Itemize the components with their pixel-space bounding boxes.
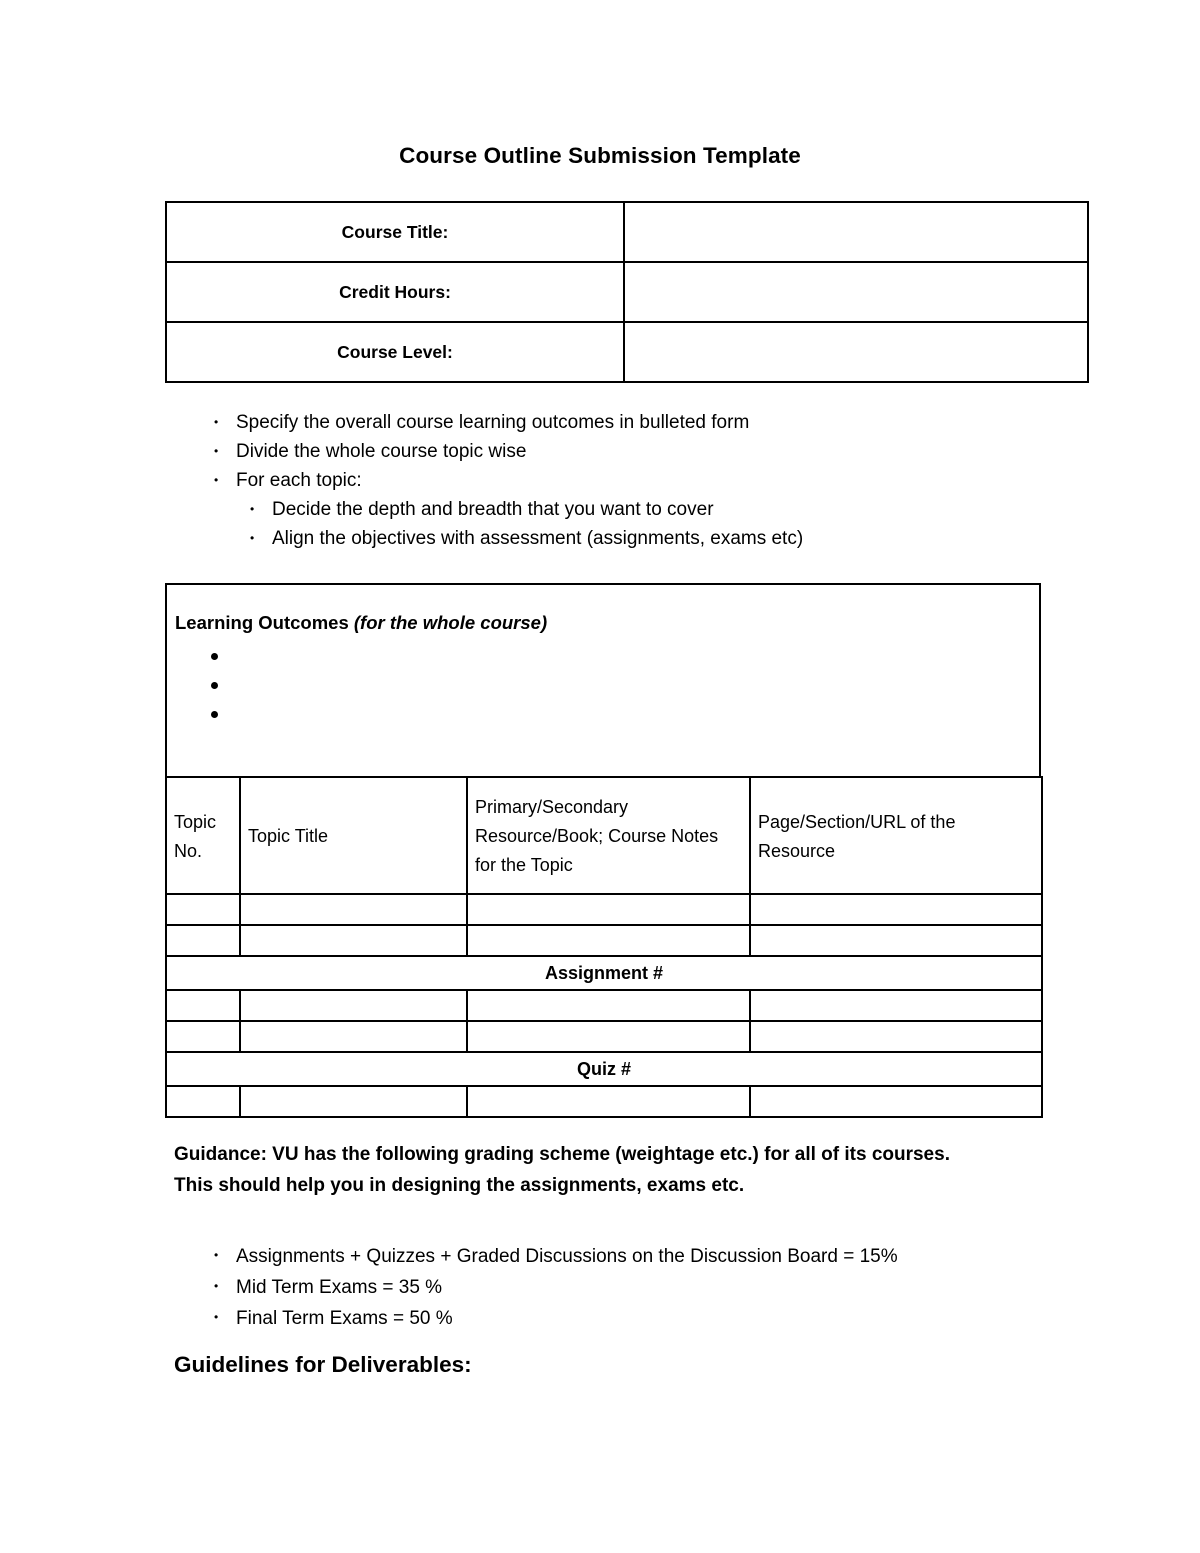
bullet-icon: • xyxy=(250,531,255,545)
bullet-icon: • xyxy=(214,415,219,429)
cell-page[interactable] xyxy=(750,894,1042,925)
cell-topic-title[interactable] xyxy=(240,1086,467,1117)
table-row xyxy=(166,262,1088,322)
table-row xyxy=(166,322,1088,382)
learning-outcomes-heading xyxy=(175,611,1039,635)
course-level-value[interactable] xyxy=(624,322,1088,382)
list-item-label: Final Term Exams = 50 % xyxy=(236,1308,453,1329)
list-item-label: For each topic: xyxy=(236,470,362,491)
guidance-line-1: Guidance: VU has the following grading scheme (weightage etc.) for all of its courses. xyxy=(174,1144,950,1165)
guidance-line-2: This should help you in designing the assignments, exams etc. xyxy=(174,1175,745,1196)
list-item xyxy=(200,466,1060,495)
bullet-icon: • xyxy=(214,1279,219,1293)
list-item-label: Align the objectives with assessment (assignments, exams etc) xyxy=(272,528,804,549)
cell-resource[interactable] xyxy=(467,1021,750,1052)
course-level-label: Course Level: xyxy=(166,322,624,382)
list-item xyxy=(200,524,1060,553)
cell-resource[interactable] xyxy=(467,894,750,925)
course-title-value[interactable] xyxy=(624,202,1088,262)
grading-scheme-list xyxy=(200,1241,1060,1334)
bullet-icon: • xyxy=(214,444,219,458)
cell-topic-title[interactable] xyxy=(240,925,467,956)
list-item xyxy=(200,1303,1060,1334)
cell-page[interactable] xyxy=(750,925,1042,956)
cell-topic-no[interactable] xyxy=(166,894,240,925)
table-header-row xyxy=(166,777,1042,894)
list-item xyxy=(200,437,1060,466)
column-header-topic-title: Topic Title xyxy=(240,777,467,894)
cell-topic-no[interactable] xyxy=(166,990,240,1021)
cell-topic-no[interactable] xyxy=(166,1021,240,1052)
table-row xyxy=(166,925,1042,956)
guidelines-heading: Guidelines for Deliverables: xyxy=(174,1352,472,1377)
bullet-icon: • xyxy=(214,1310,219,1324)
cell-topic-no[interactable] xyxy=(166,1086,240,1117)
table-row xyxy=(166,894,1042,925)
table-row xyxy=(166,202,1088,262)
table-row xyxy=(166,990,1042,1021)
cell-resource[interactable] xyxy=(467,990,750,1021)
instructions-list xyxy=(200,408,1060,553)
list-item xyxy=(200,1241,1060,1272)
learning-outcomes-heading-italic: (for the whole course) xyxy=(353,612,548,633)
cell-topic-title[interactable] xyxy=(240,1021,467,1052)
list-item-label: Assignments + Quizzes + Graded Discussions on the Discussion Board = 15% xyxy=(236,1246,898,1267)
column-header-resource: Primary/Secondary Resource/Book; Course Notes for the Topic xyxy=(467,777,750,894)
column-header-page-section: Page/Section/URL of the Resource xyxy=(750,777,1042,894)
course-info-body xyxy=(166,202,1088,382)
cell-page[interactable] xyxy=(750,1021,1042,1052)
table-row xyxy=(166,1021,1042,1052)
course-info-table xyxy=(165,201,1089,383)
list-item[interactable] xyxy=(211,699,1039,728)
learning-outcomes-list xyxy=(175,641,1039,728)
cell-resource[interactable] xyxy=(467,1086,750,1117)
learning-outcomes-box xyxy=(165,583,1041,776)
bullet-icon: • xyxy=(250,502,255,516)
list-item-label: Specify the overall course learning outcomes in bulleted form xyxy=(236,412,750,433)
bullet-icon: • xyxy=(214,1248,219,1262)
list-item-label: Mid Term Exams = 35 % xyxy=(236,1277,443,1298)
cell-page[interactable] xyxy=(750,990,1042,1021)
list-item xyxy=(200,495,1060,524)
list-item[interactable] xyxy=(211,670,1039,699)
topic-outline-body xyxy=(166,777,1042,1117)
course-title-label: Course Title: xyxy=(166,202,624,262)
credit-hours-label: Credit Hours: xyxy=(166,262,624,322)
credit-hours-value[interactable] xyxy=(624,262,1088,322)
assignment-separator-row xyxy=(166,956,1042,990)
topic-outline-table xyxy=(165,776,1043,1118)
cell-page[interactable] xyxy=(750,1086,1042,1117)
assignment-label: Assignment # xyxy=(166,956,1042,990)
guidance-paragraph xyxy=(174,1139,1024,1201)
cell-topic-title[interactable] xyxy=(240,894,467,925)
list-item xyxy=(200,408,1060,437)
cell-topic-title[interactable] xyxy=(240,990,467,1021)
quiz-separator-row xyxy=(166,1052,1042,1086)
list-item xyxy=(200,1272,1060,1303)
list-item[interactable] xyxy=(211,641,1039,670)
list-item-label: Divide the whole course topic wise xyxy=(236,441,527,462)
cell-resource[interactable] xyxy=(467,925,750,956)
quiz-label: Quiz # xyxy=(166,1052,1042,1086)
list-item-label: Decide the depth and breadth that you want to cover xyxy=(272,499,714,520)
page-title: Course Outline Submission Template xyxy=(399,143,801,168)
column-header-topic-no: Topic No. xyxy=(166,777,240,894)
bullet-icon: • xyxy=(214,473,219,487)
table-row xyxy=(166,1086,1042,1117)
course-outline-section xyxy=(165,583,1041,1118)
learning-outcomes-heading-bold: Learning Outcomes xyxy=(175,612,354,633)
cell-topic-no[interactable] xyxy=(166,925,240,956)
